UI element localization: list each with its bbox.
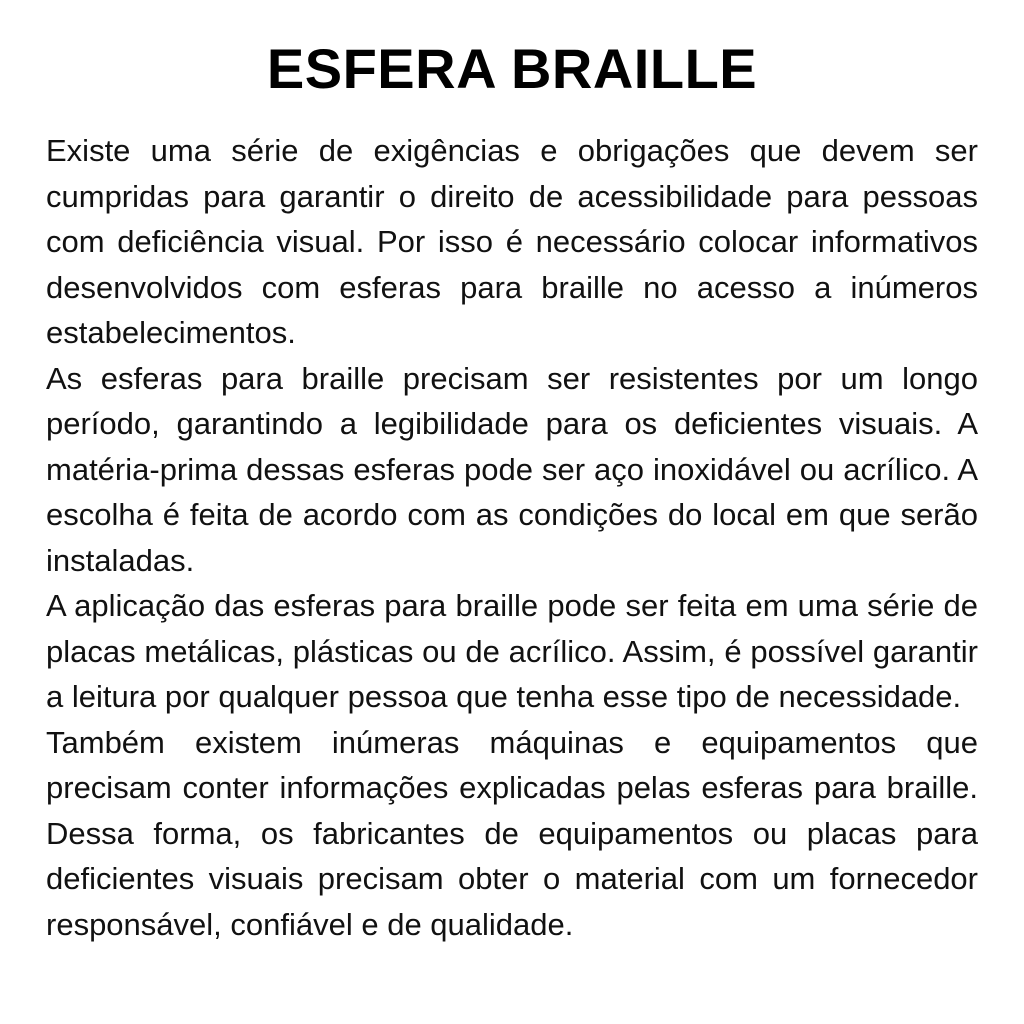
paragraph-requirements: Existe uma série de exigências e obrigações que devem ser cumpridas para garantir o direito de acessibilidade para pessoas com deficiência visual. Por isso é necessário colocar informativos desenvolvidos com esferas para braille no acesso a inúmeros estabelecimentos. [46,133,978,350]
paragraph-application: A aplicação das esferas para braille pode ser feita em uma série de placas metálicas, plásticas ou de acrílico. Assim, é possível garantir a leitura por qualquer pessoa que tenha esse tipo de necessidade. [46,588,978,714]
page-title: ESFERA BRAILLE [266,37,758,100]
paragraph-machines: Também existem inúmeras máquinas e equipamentos que precisam conter informações explicadas pelas esferas para braille. Dessa forma, os fabricantes de equipamentos ou placas para deficientes visuais precisam obter o material com um fornecedor responsável, confiável e de qualidade. [46,724,978,942]
document-body [46,128,978,947]
paragraph-durability: As esferas para braille precisam ser resistentes por um longo período, garantindo a legibilidade para os deficientes visuais. A matéria-prima dessas esferas pode ser aço inoxidável ou acrílico. A escolha é feita de acordo com as condições do local em que serão instaladas. [46,360,978,578]
